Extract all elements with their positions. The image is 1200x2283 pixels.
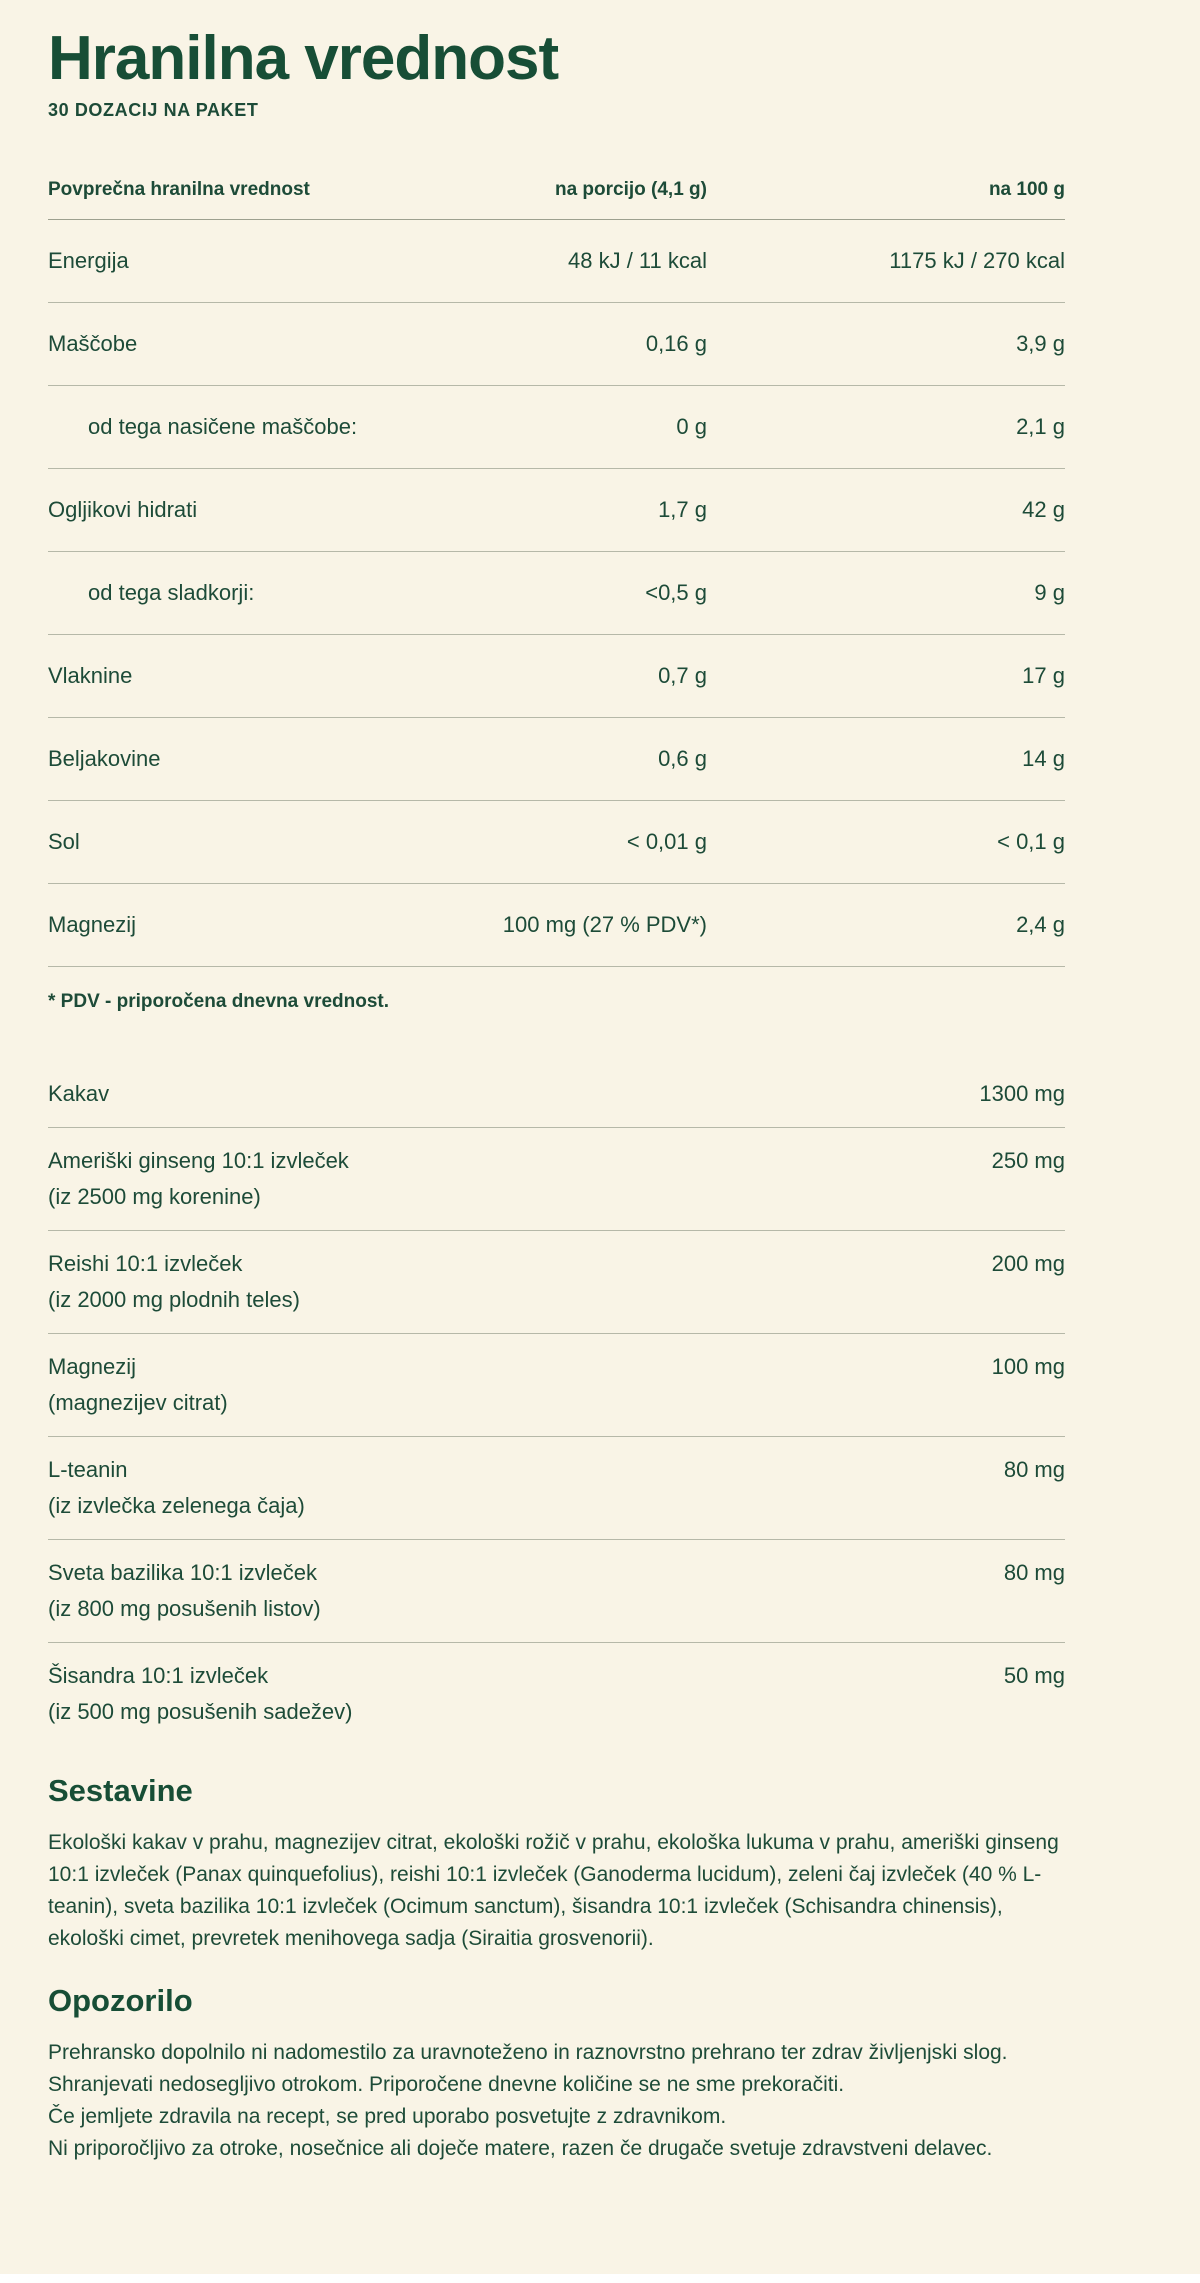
ingredients-heading: Sestavine xyxy=(48,1772,193,1808)
ingredient-amount: 80 mg xyxy=(1003,1456,1065,1482)
header-per-serving: na porcijo (4,1 g) xyxy=(554,178,707,200)
ingredient-row xyxy=(48,1128,1065,1231)
ingredient-name-block xyxy=(48,1349,228,1421)
ingredient-note: (iz izvlečka zelenega čaja) xyxy=(48,1492,305,1518)
row-label: Ogljikovi hidrati xyxy=(48,496,198,522)
table-row xyxy=(48,801,1065,884)
ingredient-name: L-teanin xyxy=(48,1456,128,1482)
row-label: Maščobe xyxy=(48,330,138,356)
ingredient-note: (iz 800 mg posušenih listov) xyxy=(48,1595,321,1621)
ingredient-note: (magnezijev citrat) xyxy=(48,1389,228,1415)
row-per-100g-value: 42 g xyxy=(1022,496,1065,522)
row-per-100g-value: 1175 kJ / 270 kcal xyxy=(889,247,1065,273)
package-servings: 30 DOZACIJ NA PAKET xyxy=(48,100,259,121)
ingredient-row xyxy=(48,1334,1065,1437)
ingredient-row xyxy=(48,1061,1065,1128)
ingredient-name-block xyxy=(48,1555,321,1627)
ingredient-row xyxy=(48,1540,1065,1643)
page-title: Hranilna vrednost xyxy=(48,24,559,93)
ingredient-amounts-table xyxy=(48,1061,1065,1745)
row-per-serving-value: 48 kJ / 11 kcal xyxy=(568,247,707,273)
warning-heading: Opozorilo xyxy=(48,1982,193,2018)
table-row xyxy=(48,386,1065,469)
ingredient-name-block xyxy=(48,1143,349,1215)
ingredient-name: Sveta bazilika 10:1 izvleček xyxy=(48,1559,318,1585)
table-row xyxy=(48,884,1065,967)
row-label: od tega sladkorji: xyxy=(88,579,255,605)
table-row xyxy=(48,220,1065,303)
header-average-nutrition: Povprečna hranilna vrednost xyxy=(48,178,310,200)
ingredient-amount: 250 mg xyxy=(991,1147,1065,1173)
ingredient-row xyxy=(48,1437,1065,1540)
row-label: od tega nasičene maščobe: xyxy=(88,413,358,439)
pdv-footnote: * PDV - priporočena dnevna vrednost. xyxy=(48,990,390,1012)
ingredient-note: (iz 2000 mg plodnih teles) xyxy=(48,1286,300,1312)
ingredient-name-block xyxy=(48,1658,353,1730)
row-per-100g-value: 2,1 g xyxy=(1016,413,1065,439)
warning-paragraph: Prehransko dopolnilo ni nadomestilo za uravnoteženo in raznovrstno prehrano ter zdrav življenjski slog. Shranjevati nedosegljivo otrokom. Priporočene dnevne količine se ne sme prekoračiti. xyxy=(48,2040,1008,2096)
ingredient-amount: 50 mg xyxy=(1003,1662,1065,1688)
table-row xyxy=(48,718,1065,801)
table-row xyxy=(48,303,1065,386)
ingredient-amount: 80 mg xyxy=(1003,1559,1065,1585)
row-label: Beljakovine xyxy=(48,745,161,771)
bottom-strip xyxy=(0,2274,1200,2283)
row-per-serving-value: 0 g xyxy=(676,413,707,439)
row-label: Sol xyxy=(48,828,80,854)
row-per-100g-value: 3,9 g xyxy=(1016,330,1065,356)
ingredient-name: Reishi 10:1 izvleček xyxy=(48,1250,243,1276)
row-per-100g-value: 9 g xyxy=(1034,579,1065,605)
row-per-100g-value: 2,4 g xyxy=(1016,911,1065,937)
nutrition-table xyxy=(48,179,1065,967)
nutrition-table-body xyxy=(48,220,1065,967)
row-per-100g-value: 14 g xyxy=(1022,745,1065,771)
row-per-serving-value: 0,16 g xyxy=(645,330,707,356)
header-per-100g: na 100 g xyxy=(988,178,1065,200)
table-row xyxy=(48,552,1065,635)
ingredient-name-block xyxy=(48,1076,109,1112)
ingredient-row xyxy=(48,1643,1065,1745)
row-per-serving-value: <0,5 g xyxy=(645,579,707,605)
ingredients-paragraph: Ekološki kakav v prahu, magnezijev citrat, ekološki rožič v prahu, ekološka lukuma v prahu, ameriški ginseng 10:1 izvleček (Panax quinquefolius), reishi 10:1 izvleček (Ganoderma lucidum), zeleni čaj izvleček (40 % L-teanin), sveta bazilika 10:1 izvleček (Ocimum sanctum), šisandra 10:1 izvleček (Schisandra chinensis), ekološki cimet, prevretek menihovega sadja (Siraitia grosvenorii). xyxy=(48,1830,1059,1950)
ingredient-name: Ameriški ginseng 10:1 izvleček xyxy=(48,1147,349,1173)
ingredient-name-block xyxy=(48,1246,300,1318)
row-per-serving-value: 0,6 g xyxy=(658,745,707,771)
nutrition-table-header-row xyxy=(48,179,1065,220)
ingredient-name: Magnezij xyxy=(48,1353,137,1379)
warning-paragraph: Če jemljete zdravila na recept, se pred uporabo posvetujte z zdravnikom. xyxy=(48,2104,727,2128)
row-per-100g-value: 17 g xyxy=(1022,662,1065,688)
ingredient-note: (iz 2500 mg korenine) xyxy=(48,1183,261,1209)
ingredient-name-block xyxy=(48,1452,305,1524)
ingredient-note: (iz 500 mg posušenih sadežev) xyxy=(48,1698,353,1724)
ingredient-name: Kakav xyxy=(48,1080,110,1106)
table-row xyxy=(48,635,1065,718)
row-per-serving-value: 1,7 g xyxy=(658,496,707,522)
row-per-serving-value: 0,7 g xyxy=(658,662,707,688)
warning-paragraph: Ni priporočljivo za otroke, nosečnice ali doječe matere, razen če drugače svetuje zdravstveni delavec. xyxy=(48,2136,993,2160)
row-label: Vlaknine xyxy=(48,662,133,688)
table-row xyxy=(48,469,1065,552)
row-per-serving-value: < 0,01 g xyxy=(626,828,707,854)
ingredient-row xyxy=(48,1231,1065,1334)
ingredient-amount: 1300 mg xyxy=(979,1080,1065,1106)
warning-paragraphs xyxy=(48,2037,1065,2165)
ingredient-amount: 100 mg xyxy=(991,1353,1065,1379)
row-label: Magnezij xyxy=(48,911,137,937)
row-per-serving-value: 100 mg (27 % PDV*) xyxy=(502,911,707,937)
row-per-100g-value: < 0,1 g xyxy=(997,828,1065,854)
ingredient-amount: 200 mg xyxy=(991,1250,1065,1276)
ingredient-name: Šisandra 10:1 izvleček xyxy=(48,1662,269,1688)
row-label: Energija xyxy=(48,247,129,273)
